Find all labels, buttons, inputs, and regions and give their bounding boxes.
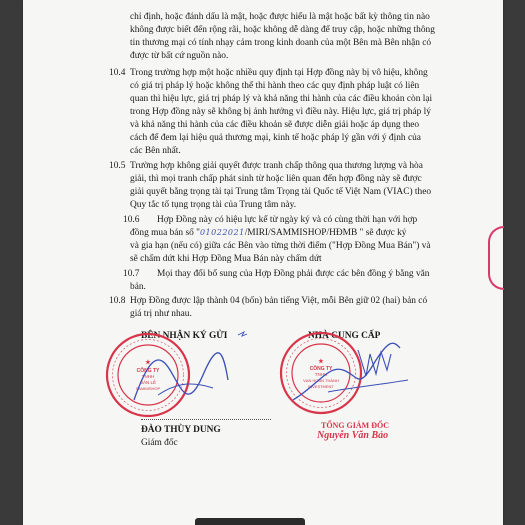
text-line: có giá trị pháp lý hoặc không thể thi hành theo các quy định pháp luật có liên bbox=[130, 81, 420, 91]
text-line: các Bên nhất. bbox=[130, 146, 181, 156]
svg-text:VẠN HOÀN THÀNH: VẠN HOÀN THÀNH bbox=[303, 378, 339, 383]
text-line: Trong trường hợp một hoặc nhiều quy định tại Hợp đồng này bị vô hiệu, không bbox=[130, 68, 428, 78]
right-signature bbox=[288, 330, 428, 410]
left-signer-title: Giám đốc bbox=[141, 438, 178, 448]
svg-text:INVESTMENT: INVESTMENT bbox=[308, 384, 334, 389]
svg-text:TNHH: TNHH bbox=[141, 374, 155, 379]
left-signature-heading: BÊN NHẬN KÝ GỬI bbox=[141, 331, 228, 341]
text-line: Mọi thay đổi bổ sung của Hợp Đồng phải được các bên đồng ý bằng văn bbox=[157, 269, 430, 279]
clause-number: 10.5 bbox=[109, 161, 126, 171]
right-signer-title-stamp: TỔNG GIÁM ĐỐC bbox=[321, 421, 389, 430]
text-fragment: /MIRI/SAMMISHOP/HĐMB " sẽ được ký bbox=[244, 228, 407, 238]
text-line: giải quyết bằng trọng tài tại Trung tâm Trọng tài Quốc tế Việt Nam (VIAC) theo bbox=[130, 187, 432, 197]
clause-number: 10.8 bbox=[109, 296, 126, 306]
text-line: Hợp Đồng được lập thành 04 (bốn) bản tiếng Việt, mỗi Bên giữ 02 (hai) bản có bbox=[130, 296, 428, 306]
left-signature bbox=[128, 340, 238, 415]
text-line: tin thương mại có tính nhạy cảm trong kinh doanh của một Bên mà Bên nhận có bbox=[130, 38, 432, 48]
left-signer-name: ĐÀO THÙY DUNG bbox=[141, 425, 221, 435]
text-fragment: đồng mua bán số " bbox=[130, 228, 200, 238]
viewer-toolbar-edge[interactable] bbox=[195, 518, 305, 525]
svg-text:CÔNG TY: CÔNG TY bbox=[309, 366, 333, 372]
clause-number: 10.6 bbox=[123, 215, 140, 225]
text-line: bản. bbox=[130, 282, 146, 292]
edge-stamp-fragment bbox=[488, 226, 504, 290]
clause-number: 10.7 bbox=[123, 269, 140, 279]
text-line: Trường hợp không giải quyết được tranh chấp thông qua thương lượng và hòa bbox=[130, 161, 423, 171]
right-signer-name-stamp: Nguyễn Văn Bảo bbox=[317, 430, 389, 441]
svg-text:★: ★ bbox=[145, 360, 151, 366]
svg-text:CÔNG TY: CÔNG TY bbox=[136, 368, 160, 374]
text-line: cách để đem lại hiệu quả thương mại, kinh tế hoặc pháp lý gần với ý định của bbox=[130, 133, 421, 143]
svg-text:BÁN LẺ: BÁN LẺ bbox=[139, 380, 157, 385]
handwritten-contract-number: 01022021 bbox=[199, 228, 245, 237]
text-line bbox=[130, 227, 406, 239]
text-line: chỉ định, hoặc đánh dấu là mật, hoặc được hiểu là mật hoặc bất kỳ thông tin nào bbox=[130, 12, 430, 22]
text-line: sẽ chấm dứt khi Hợp Đồng Mua Bán này chấm dứt bbox=[130, 254, 322, 264]
text-line: và khả năng thi hành của các điều khoản sẽ được diễn giải hoặc áp dụng theo bbox=[130, 120, 420, 130]
svg-text:SAMMISHOP: SAMMISHOP bbox=[135, 386, 161, 391]
text-line: quan thì hiệu lực, giá trị pháp lý và khả năng thi hành của các điều khoản còn lại bbox=[130, 94, 433, 104]
right-signature-heading: NHÀ CUNG CẤP bbox=[308, 331, 381, 341]
signature-line bbox=[141, 419, 271, 420]
clause-number: 10.4 bbox=[109, 68, 126, 78]
text-line: Quy tắc tố tụng trọng tài của Trung tâm này. bbox=[130, 200, 297, 210]
text-line: giải, thì mọi tranh chấp phát sinh từ hoặc liên quan đến hợp đồng này sẽ được bbox=[130, 174, 422, 184]
svg-text:TNHH: TNHH bbox=[314, 372, 328, 377]
text-line: giá trị như nhau. bbox=[130, 309, 192, 319]
text-line: và gia hạn (nếu có) giữa các Bên vào từng thời điểm ("Hợp Đồng Mua Bán") và bbox=[130, 241, 431, 251]
text-line: không được biết đến rộng rãi, hoặc không dễ dàng để truy cập, hoặc những thông bbox=[130, 25, 435, 35]
text-line: trong Hợp đồng này sẽ không bị ảnh hưởng vì điều này. Hiệu lực, giá trị pháp lý bbox=[130, 107, 431, 117]
document-page bbox=[23, 0, 503, 525]
text-line: Hợp Đồng này có hiệu lực kể từ ngày ký và có cùng thời hạn với hợp bbox=[157, 215, 418, 225]
svg-text:★: ★ bbox=[318, 359, 324, 365]
text-line: được từ bất cứ nguồn nào. bbox=[130, 51, 229, 61]
